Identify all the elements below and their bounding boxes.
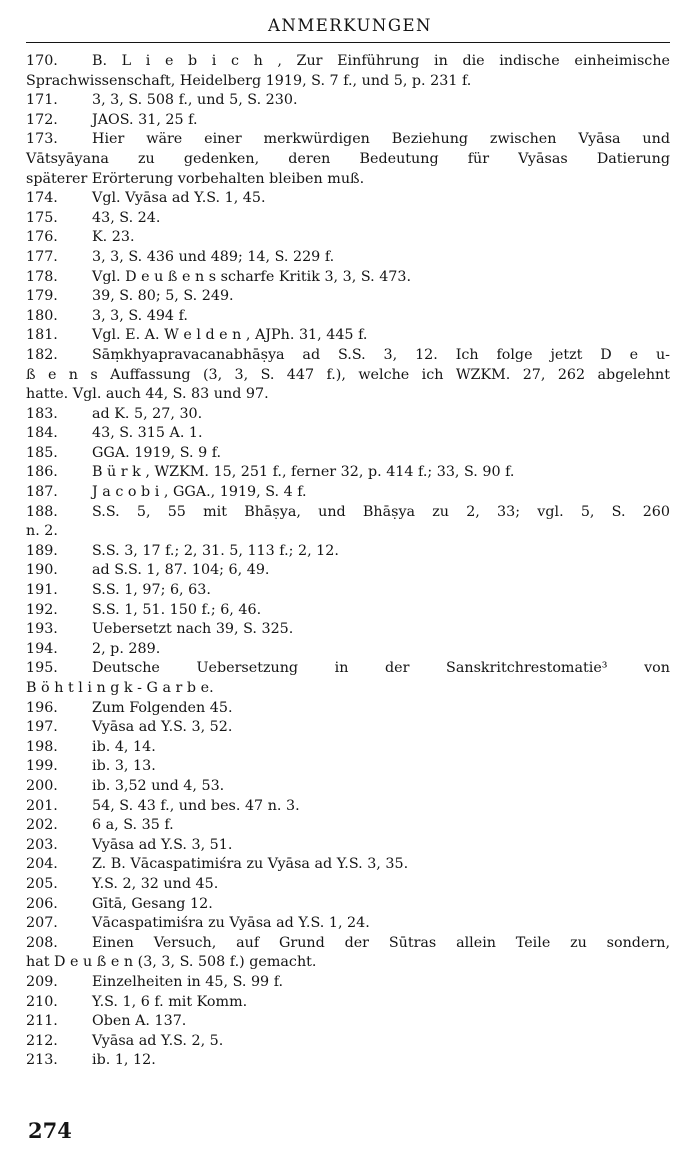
note-number: 172. (26, 111, 58, 128)
note-line (26, 757, 670, 777)
note-line (26, 326, 670, 346)
note-number: 197. (26, 719, 58, 736)
note-number: 209. (26, 973, 58, 990)
note-number: 175. (26, 209, 58, 226)
note-line (26, 620, 670, 640)
note-text: Vyāsa ad Y.S. 3, 52. (92, 719, 233, 736)
note-line (26, 170, 670, 190)
note-line (26, 385, 670, 405)
note-line (26, 366, 670, 386)
note-line (26, 52, 670, 72)
note-text: 43, S. 24. (92, 209, 161, 226)
note-number: 187. (26, 484, 58, 501)
note-number: 190. (26, 562, 58, 579)
note-text: ib. 1, 12. (92, 1052, 156, 1069)
note-line (26, 659, 670, 679)
note-text: Einzelheiten in 45, S. 99 f. (92, 973, 284, 990)
note-number: 188. (26, 503, 58, 520)
note-number: 178. (26, 268, 58, 285)
note-text: n. 2. (26, 523, 58, 540)
note-number: 182. (26, 346, 58, 363)
note-number: 180. (26, 307, 58, 324)
note-line (26, 287, 670, 307)
note-number: 176. (26, 229, 58, 246)
note-number: 170. (26, 53, 58, 69)
note-text: Y.S. 1, 6 f. mit Komm. (92, 993, 248, 1010)
note-text: S.S. 3, 17 f.; 2, 31. 5, 113 f.; 2, 12. (92, 542, 339, 559)
note-text: 39, S. 80; 5, S. 249. (92, 288, 234, 305)
note-number: 202. (26, 817, 58, 834)
note-number: 210. (26, 993, 58, 1010)
note-text: Vyāsa ad Y.S. 3, 51. (92, 836, 233, 853)
note-number: 207. (26, 915, 58, 932)
note-text: Sāṃkhyapravacanabhāṣya ad S.S. 3, 12. Ich folge jetzt D e u- (92, 346, 670, 363)
note-text: S.S. 5, 55 mit Bhāṣya, und Bhāṣya zu 2, 33; vgl. 5, S. 260 (92, 503, 670, 520)
note-line (26, 150, 670, 170)
note-text: ad K. 5, 27, 30. (92, 405, 203, 422)
note-text: 2, p. 289. (92, 640, 161, 657)
note-line (26, 1032, 670, 1052)
note-text: 3, 3, S. 494 f. (92, 307, 188, 324)
note-text: Vyāsa ad Y.S. 2, 5. (92, 1032, 224, 1049)
note-number: 192. (26, 601, 58, 618)
note-line (26, 405, 670, 425)
note-line (26, 91, 670, 111)
note-number: 177. (26, 248, 58, 265)
note-line (26, 130, 670, 150)
note-line (26, 463, 670, 483)
note-line (26, 1012, 670, 1032)
note-number: 203. (26, 836, 58, 853)
note-text: 43, S. 315 A. 1. (92, 425, 203, 442)
note-line (26, 209, 670, 229)
note-text: ib. 3, 13. (92, 758, 156, 775)
note-number: 174. (26, 190, 58, 207)
note-line (26, 934, 670, 954)
note-text: Vgl. D e u ß e n s scharfe Kritik 3, 3, S. 473. (92, 268, 412, 285)
note-line (26, 679, 670, 699)
page-number: 274 (28, 1118, 72, 1143)
note-line (26, 875, 670, 895)
note-text: S.S. 1, 51. 150 f.; 6, 46. (92, 601, 262, 618)
note-text: Z. B. Vācaspatimiśra zu Vyāsa ad Y.S. 3, 35. (92, 856, 409, 873)
note-text: ß e n s Auffassung (3, 3, S. 447 f.), welche ich WZKM. 27, 262 abgelehnt (26, 366, 670, 383)
note-text: 6 a, S. 35 f. (92, 817, 174, 834)
note-text: Zum Folgenden 45. (92, 699, 233, 716)
note-number: 185. (26, 444, 58, 461)
note-text: Vācaspatimiśra zu Vyāsa ad Y.S. 1, 24. (92, 915, 370, 932)
note-line (26, 424, 670, 444)
notes-list (26, 52, 670, 1071)
note-number: 179. (26, 288, 58, 305)
note-line (26, 816, 670, 836)
note-number: 213. (26, 1052, 58, 1069)
note-line (26, 836, 670, 856)
note-text: Vgl. E. A. W e l d e n , AJPh. 31, 445 f. (92, 327, 368, 344)
note-text: JAOS. 31, 25 f. (92, 111, 198, 128)
note-number: 196. (26, 699, 58, 716)
note-number: 184. (26, 425, 58, 442)
note-text: Uebersetzt nach 39, S. 325. (92, 621, 294, 638)
note-line (26, 189, 670, 209)
note-line (26, 601, 670, 621)
note-line (26, 718, 670, 738)
note-number: 191. (26, 582, 58, 599)
note-number: 199. (26, 758, 58, 775)
note-line (26, 522, 670, 542)
note-line (26, 953, 670, 973)
note-text: GGA. 1919, S. 9 f. (92, 444, 222, 461)
header-rule (26, 42, 670, 43)
note-line (26, 699, 670, 719)
note-number: 208. (26, 934, 58, 951)
note-text: Einen Versuch, auf Grund der Sūtras allein Teile zu sondern, (92, 934, 670, 951)
note-line (26, 307, 670, 327)
note-number: 171. (26, 92, 58, 109)
note-text: Vgl. Vyāsa ad Y.S. 1, 45. (92, 190, 266, 207)
note-line (26, 993, 670, 1013)
note-text: Y.S. 2, 32 und 45. (92, 875, 219, 892)
note-line (26, 895, 670, 915)
note-number: 186. (26, 464, 58, 481)
note-number: 204. (26, 856, 58, 873)
note-line (26, 268, 670, 288)
note-number: 212. (26, 1032, 58, 1049)
note-text: ad S.S. 1, 87. 104; 6, 49. (92, 562, 270, 579)
note-line (26, 640, 670, 660)
note-line (26, 797, 670, 817)
note-number: 211. (26, 1013, 58, 1030)
note-text: ib. 3,52 und 4, 53. (92, 777, 225, 794)
note-line (26, 111, 670, 131)
note-line (26, 228, 670, 248)
note-line (26, 738, 670, 758)
note-number: 200. (26, 777, 58, 794)
note-line (26, 561, 670, 581)
note-text: 3, 3, S. 508 f., und 5, S. 230. (92, 92, 298, 109)
note-text: hat D e u ß e n (3, 3, S. 508 f.) gemacht. (26, 954, 317, 971)
note-number: 206. (26, 895, 58, 912)
note-number: 189. (26, 542, 58, 559)
note-line (26, 483, 670, 503)
note-text: Deutsche Uebersetzung in der Sanskritchrestomatie³ von (92, 660, 670, 677)
note-text: B ö h t l i n g k - G a r b e. (26, 680, 214, 696)
note-line (26, 973, 670, 993)
note-line (26, 1051, 670, 1071)
running-header: ANMERKUNGEN (268, 16, 432, 35)
note-text: Hier wäre einer merkwürdigen Beziehung zwischen Vyāsa und (92, 131, 670, 148)
note-line (26, 581, 670, 601)
note-text: B. L i e b i c h , Zur Einführung in die indische einheimische (92, 53, 670, 69)
note-line (26, 914, 670, 934)
note-text: K. 23. (92, 229, 135, 246)
note-line (26, 346, 670, 366)
note-text: B ü r k , WZKM. 15, 251 f., ferner 32, p. 414 f.; 33, S. 90 f. (92, 464, 515, 481)
note-line (26, 542, 670, 562)
note-text: 54, S. 43 f., und bes. 47 n. 3. (92, 797, 300, 814)
note-line (26, 72, 670, 92)
note-text: Gītā, Gesang 12. (92, 895, 213, 912)
note-line (26, 855, 670, 875)
note-text: 3, 3, S. 436 und 489; 14, S. 229 f. (92, 248, 335, 265)
note-number: 201. (26, 797, 58, 814)
note-text: späterer Erörterung vorbehalten bleiben muß. (26, 170, 365, 187)
note-line (26, 777, 670, 797)
note-number: 181. (26, 327, 58, 344)
note-text: ib. 4, 14. (92, 738, 156, 755)
note-number: 193. (26, 621, 58, 638)
note-text: Oben A. 137. (92, 1013, 187, 1030)
note-text: hatte. Vgl. auch 44, S. 83 und 97. (26, 386, 269, 403)
note-line (26, 444, 670, 464)
note-number: 173. (26, 131, 58, 148)
note-number: 205. (26, 875, 58, 892)
note-number: 195. (26, 660, 58, 677)
note-text: Vātsyāyana zu gedenken, deren Bedeutung für Vyāsas Datierung (26, 150, 670, 167)
note-text: J a c o b i , GGA., 1919, S. 4 f. (92, 484, 307, 501)
note-number: 183. (26, 405, 58, 422)
note-number: 198. (26, 738, 58, 755)
note-line (26, 503, 670, 523)
note-text: Sprachwissenschaft, Heidelberg 1919, S. 7 f., und 5, p. 231 f. (26, 72, 472, 89)
note-number: 194. (26, 640, 58, 657)
note-text: S.S. 1, 97; 6, 63. (92, 582, 211, 599)
note-line (26, 248, 670, 268)
